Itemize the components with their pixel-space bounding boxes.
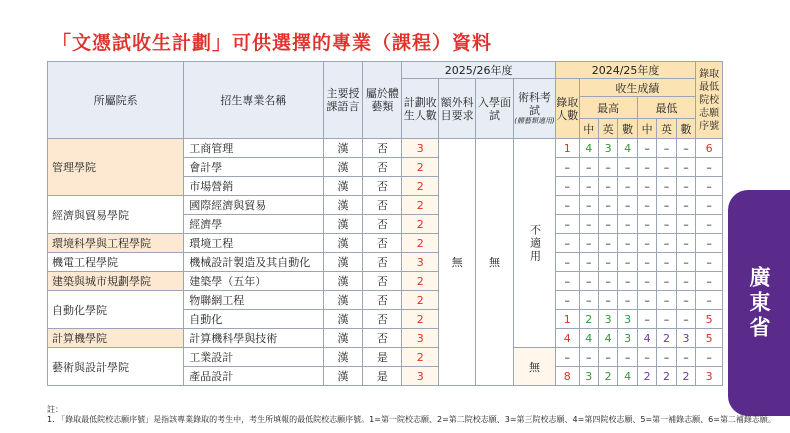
header-scores: 收生成績 (579, 79, 696, 97)
language-cell: 漢 (323, 215, 363, 234)
language-cell: 漢 (323, 158, 363, 177)
score-cell: – (657, 310, 676, 329)
notes-label: 註： (47, 405, 63, 414)
score-cell: 3 (676, 329, 695, 348)
language-cell: 漢 (323, 234, 363, 253)
major-class-cell: 否 (363, 158, 402, 177)
min-choice-cell: 3 (696, 367, 723, 386)
score-cell: – (657, 215, 676, 234)
min-choice-cell: – (696, 196, 723, 215)
score-cell: – (579, 348, 598, 367)
score-cell: – (598, 177, 617, 196)
major-class-cell: 否 (363, 291, 402, 310)
programme-table (47, 61, 723, 386)
score-cell: 2 (579, 310, 598, 329)
programme-cell: 國際經濟與貿易 (184, 196, 323, 215)
header-skill-test (513, 79, 555, 139)
score-cell: – (657, 177, 676, 196)
faculty-cell: 環境科學與工程學院 (48, 234, 184, 253)
min-choice-cell: 6 (696, 139, 723, 158)
faculty-cell: 經濟與貿易學院 (48, 196, 184, 234)
header-quota: 計劃收生人數 (402, 79, 439, 139)
score-cell: – (579, 196, 598, 215)
score-cell: 4 (598, 329, 617, 348)
note-1-number: 1. (47, 415, 55, 424)
language-cell: 漢 (323, 348, 363, 367)
admitted-cell: 1 (555, 139, 579, 158)
min-choice-cell: 5 (696, 329, 723, 348)
score-cell: – (637, 177, 656, 196)
score-cell: – (579, 158, 598, 177)
major-class-cell: 是 (363, 348, 402, 367)
notes (47, 405, 776, 425)
note-1-text: 「錄取最低院校志願序號」是指該專業錄取的考生中，考生所填報的最低院校志願序號。1=第一院校志願、2=第二院校志願、3=第三院校志願、4=第四院校志願、5=第一補錄志願、6=第二補錄志願。 (57, 415, 776, 424)
score-cell: – (618, 291, 637, 310)
skill-test-art-cell: 無 (513, 348, 555, 386)
programme-cell: 市場營銷 (184, 177, 323, 196)
admitted-cell: – (555, 196, 579, 215)
skill-test-cell: 不適用 (513, 139, 555, 348)
major-class-cell: 否 (363, 177, 402, 196)
quota-cell: 2 (402, 196, 439, 215)
header-lowest-math: 數 (676, 119, 695, 139)
admitted-cell: – (555, 348, 579, 367)
score-cell: – (637, 196, 656, 215)
score-cell: 4 (579, 329, 598, 348)
score-cell: – (618, 272, 637, 291)
score-cell: 2 (657, 367, 676, 386)
score-cell: 2 (657, 329, 676, 348)
language-cell: 漢 (323, 291, 363, 310)
programme-cell: 工業設計 (184, 348, 323, 367)
score-cell: – (676, 215, 695, 234)
score-cell: – (657, 234, 676, 253)
major-class-cell: 否 (363, 234, 402, 253)
language-cell: 漢 (323, 253, 363, 272)
score-cell: 3 (618, 310, 637, 329)
score-cell: 3 (598, 310, 617, 329)
score-cell: 2 (676, 367, 695, 386)
header-faculty: 所屬院系 (48, 62, 184, 139)
quota-cell: 3 (402, 253, 439, 272)
score-cell: – (637, 253, 656, 272)
score-cell: – (618, 158, 637, 177)
header-min-choice: 錄取最低院校志願序號 (696, 62, 723, 139)
score-cell: – (657, 139, 676, 158)
score-cell: 3 (579, 367, 598, 386)
page-title: 「文憑試收生計劃」可供選擇的專業（課程）資料 (52, 32, 493, 54)
score-cell: – (598, 234, 617, 253)
min-choice-cell: – (696, 291, 723, 310)
admitted-cell: – (555, 177, 579, 196)
programme-cell: 自動化 (184, 310, 323, 329)
score-cell: – (637, 310, 656, 329)
extra-cell: 無 (439, 139, 476, 386)
score-cell: – (618, 253, 637, 272)
score-cell: – (676, 272, 695, 291)
score-cell: – (598, 215, 617, 234)
header-lowest: 最低 (637, 97, 695, 119)
programme-cell: 物聯網工程 (184, 291, 323, 310)
admitted-cell: 8 (555, 367, 579, 386)
score-cell: 2 (637, 367, 656, 386)
min-choice-cell: – (696, 234, 723, 253)
header-language: 主要授課語言 (323, 62, 363, 139)
header-skill-test-label: 術科考試 (517, 91, 551, 117)
score-cell: – (598, 253, 617, 272)
header-highest: 最高 (579, 97, 637, 119)
language-cell: 漢 (323, 367, 363, 386)
score-cell: – (579, 253, 598, 272)
quota-cell: 2 (402, 272, 439, 291)
score-cell: – (598, 272, 617, 291)
score-cell: – (579, 272, 598, 291)
major-class-cell: 否 (363, 139, 402, 158)
language-cell: 漢 (323, 139, 363, 158)
score-cell: 4 (618, 367, 637, 386)
faculty-cell: 管理學院 (48, 139, 184, 196)
min-choice-cell: – (696, 177, 723, 196)
note-1 (47, 415, 776, 425)
score-cell: – (657, 158, 676, 177)
score-cell: – (598, 196, 617, 215)
score-cell: – (657, 253, 676, 272)
quota-cell: 3 (402, 329, 439, 348)
admitted-cell: – (555, 291, 579, 310)
score-cell: – (637, 139, 656, 158)
header-skill-test-note: (體藝類適用) (514, 117, 555, 125)
header-major-class: 屬於體藝類 (363, 62, 402, 139)
score-cell: – (676, 234, 695, 253)
score-cell: – (579, 291, 598, 310)
header-highest-zh: 中 (579, 119, 598, 139)
admitted-cell: 1 (555, 310, 579, 329)
header-lowest-en: 英 (657, 119, 676, 139)
score-cell: – (637, 234, 656, 253)
major-class-cell: 否 (363, 253, 402, 272)
score-cell: – (618, 215, 637, 234)
faculty-cell: 機電工程學院 (48, 253, 184, 272)
quota-cell: 2 (402, 177, 439, 196)
score-cell: – (579, 234, 598, 253)
score-cell: – (657, 348, 676, 367)
min-choice-cell: – (696, 272, 723, 291)
score-cell: – (676, 158, 695, 177)
table-row (48, 291, 723, 310)
score-cell: – (676, 310, 695, 329)
score-cell: – (579, 177, 598, 196)
programme-cell: 工商管理 (184, 139, 323, 158)
language-cell: 漢 (323, 177, 363, 196)
major-class-cell: 否 (363, 215, 402, 234)
province-tab-label: 廣東省 (747, 265, 771, 341)
score-cell: – (618, 234, 637, 253)
major-class-cell: 否 (363, 310, 402, 329)
score-cell: – (676, 196, 695, 215)
score-cell: – (676, 177, 695, 196)
score-cell: – (598, 291, 617, 310)
quota-cell: 2 (402, 310, 439, 329)
quota-cell: 2 (402, 291, 439, 310)
score-cell: – (676, 139, 695, 158)
quota-cell: 2 (402, 234, 439, 253)
admitted-cell: – (555, 253, 579, 272)
language-cell: 漢 (323, 329, 363, 348)
programme-cell: 環境工程 (184, 234, 323, 253)
header-year-2526: 2025/26年度 (402, 62, 556, 79)
major-class-cell: 是 (363, 367, 402, 386)
table-row (48, 348, 723, 367)
quota-cell: 2 (402, 348, 439, 367)
table-row (48, 234, 723, 253)
quota-cell: 2 (402, 215, 439, 234)
score-cell: 2 (598, 367, 617, 386)
interview-cell: 無 (476, 139, 514, 386)
programme-cell: 經濟學 (184, 215, 323, 234)
score-cell: 4 (579, 139, 598, 158)
score-cell: – (598, 348, 617, 367)
major-class-cell: 否 (363, 272, 402, 291)
score-cell: – (618, 177, 637, 196)
faculty-cell: 計算機學院 (48, 329, 184, 348)
min-choice-cell: 5 (696, 310, 723, 329)
score-cell: – (657, 272, 676, 291)
score-cell: – (598, 158, 617, 177)
language-cell: 漢 (323, 310, 363, 329)
header-admitted: 錄取人數 (555, 79, 579, 139)
table-row (48, 253, 723, 272)
header-highest-en: 英 (598, 119, 617, 139)
header-year-2425: 2024/25年度 (555, 62, 695, 79)
programme-cell: 機械設計製造及其自動化 (184, 253, 323, 272)
score-cell: – (637, 348, 656, 367)
score-cell: – (618, 348, 637, 367)
faculty-cell: 建築與城市規劃學院 (48, 272, 184, 291)
header-lowest-zh: 中 (637, 119, 656, 139)
table-row (48, 196, 723, 215)
header-interview: 入學面試 (476, 79, 514, 139)
score-cell: 3 (618, 329, 637, 348)
admitted-cell: – (555, 234, 579, 253)
admitted-cell: – (555, 215, 579, 234)
admitted-cell: 4 (555, 329, 579, 348)
score-cell: – (637, 291, 656, 310)
language-cell: 漢 (323, 272, 363, 291)
min-choice-cell: – (696, 215, 723, 234)
quota-cell: 2 (402, 158, 439, 177)
language-cell: 漢 (323, 196, 363, 215)
faculty-cell: 自動化學院 (48, 291, 184, 329)
major-class-cell: 否 (363, 329, 402, 348)
quota-cell: 3 (402, 367, 439, 386)
table-row (48, 329, 723, 348)
programme-cell: 計算機科學與技術 (184, 329, 323, 348)
header-highest-math: 數 (618, 119, 637, 139)
score-cell: – (618, 196, 637, 215)
programme-cell: 產品設計 (184, 367, 323, 386)
table-row (48, 139, 723, 158)
score-cell: – (637, 158, 656, 177)
admitted-cell: – (555, 272, 579, 291)
header-extra: 額外科目要求 (439, 79, 476, 139)
score-cell: – (637, 215, 656, 234)
programme-cell: 會計學 (184, 158, 323, 177)
score-cell: 3 (598, 139, 617, 158)
admitted-cell: – (555, 158, 579, 177)
score-cell: – (637, 272, 656, 291)
header-programme: 招生專業名稱 (184, 62, 323, 139)
table-row (48, 272, 723, 291)
quota-cell: 3 (402, 139, 439, 158)
score-cell: 4 (618, 139, 637, 158)
score-cell: – (657, 291, 676, 310)
score-cell: – (676, 291, 695, 310)
score-cell: – (676, 253, 695, 272)
faculty-cell: 藝術與設計學院 (48, 348, 184, 386)
min-choice-cell: – (696, 158, 723, 177)
score-cell: – (657, 196, 676, 215)
min-choice-cell: – (696, 253, 723, 272)
score-cell: – (676, 348, 695, 367)
province-tab (728, 190, 790, 416)
min-choice-cell: – (696, 348, 723, 367)
score-cell: 4 (637, 329, 656, 348)
score-cell: – (579, 215, 598, 234)
programme-cell: 建築學（五年） (184, 272, 323, 291)
major-class-cell: 否 (363, 196, 402, 215)
